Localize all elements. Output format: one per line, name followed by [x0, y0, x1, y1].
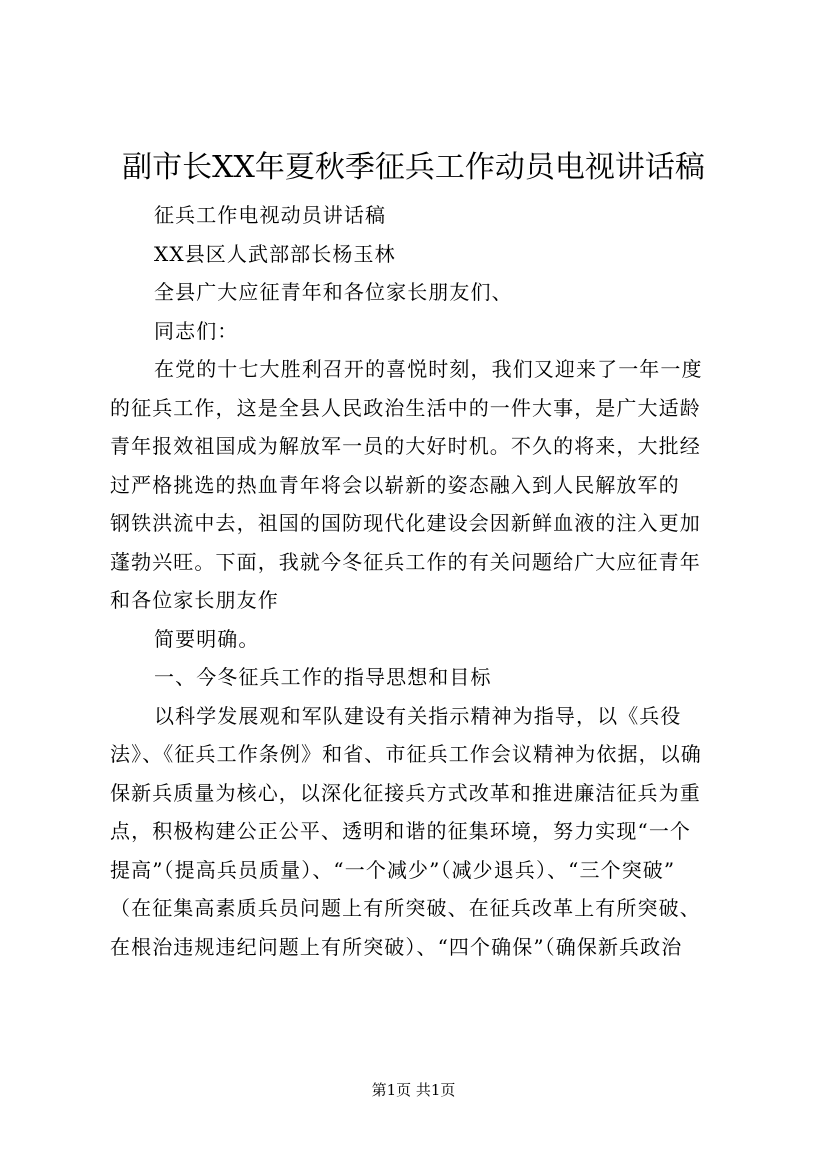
paragraph-line: （在征集高素质兵员问题上有所突破、在征兵改革上有所突破、	[110, 896, 701, 920]
document-title: 副市长XX年夏秋季征兵工作动员电视讲话稿	[122, 150, 705, 185]
paragraph-line: 蓬勃兴旺。下面，我就今冬征兵工作的有关问题给广大应征青年	[110, 549, 701, 574]
paragraph-line: 和各位家长朋友作	[110, 588, 279, 612]
paragraph-line: 以科学发展观和军队建设有关指示精神为指导，以《兵役	[154, 703, 682, 728]
paragraph-line: 过严格挑选的热血青年将会以崭新的姿态融入到人民解放军的	[110, 472, 680, 497]
paragraph-line: 青年报效祖国成为解放军一员的大好时机。不久的将来，大批经	[110, 434, 701, 458]
salutation-line: 全县广大应征青年和各位家长朋友们、	[154, 280, 513, 304]
section-heading: 一、今冬征兵工作的指导思想和目标	[154, 665, 492, 689]
speaker-line: XX县区人武部部长杨玉林	[154, 241, 396, 266]
paragraph-line: 简要明确。	[154, 626, 260, 651]
document-body	[110, 196, 720, 966]
paragraph-line: 在党的十七大胜利召开的喜悦时刻，我们又迎来了一年一度	[154, 357, 703, 381]
paragraph-line: 在根治违规违纪问题上有所突破）、“四个确保”（确保新兵政治	[110, 934, 683, 959]
paragraph-line: 法》、《征兵工作条例》和省、市征兵工作会议精神为依据，以确	[110, 742, 702, 766]
paragraph-line: 点，积极构建公正公平、透明和谐的征集环境，努力实现“一个	[110, 819, 692, 843]
subtitle-line: 征兵工作电视动员讲话稿	[154, 203, 387, 227]
paragraph-line: 的征兵工作，这是全县人民政治生活中的一件大事，是广大适龄	[110, 395, 701, 420]
page-footer: 第1页 共1页	[371, 1081, 456, 1099]
salutation-line-2: 同志们：	[154, 318, 239, 343]
paragraph-line: 保新兵质量为核心，以深化征接兵方式改革和推进廉洁征兵为重	[110, 780, 701, 805]
paragraph-line: 提高”（提高兵员质量）、“一个减少”（减少退兵）、“三个突破”	[110, 857, 676, 882]
paragraph-line: 钢铁洪流中去，祖国的国防现代化建设会因新鲜血液的注入更加	[110, 511, 701, 535]
